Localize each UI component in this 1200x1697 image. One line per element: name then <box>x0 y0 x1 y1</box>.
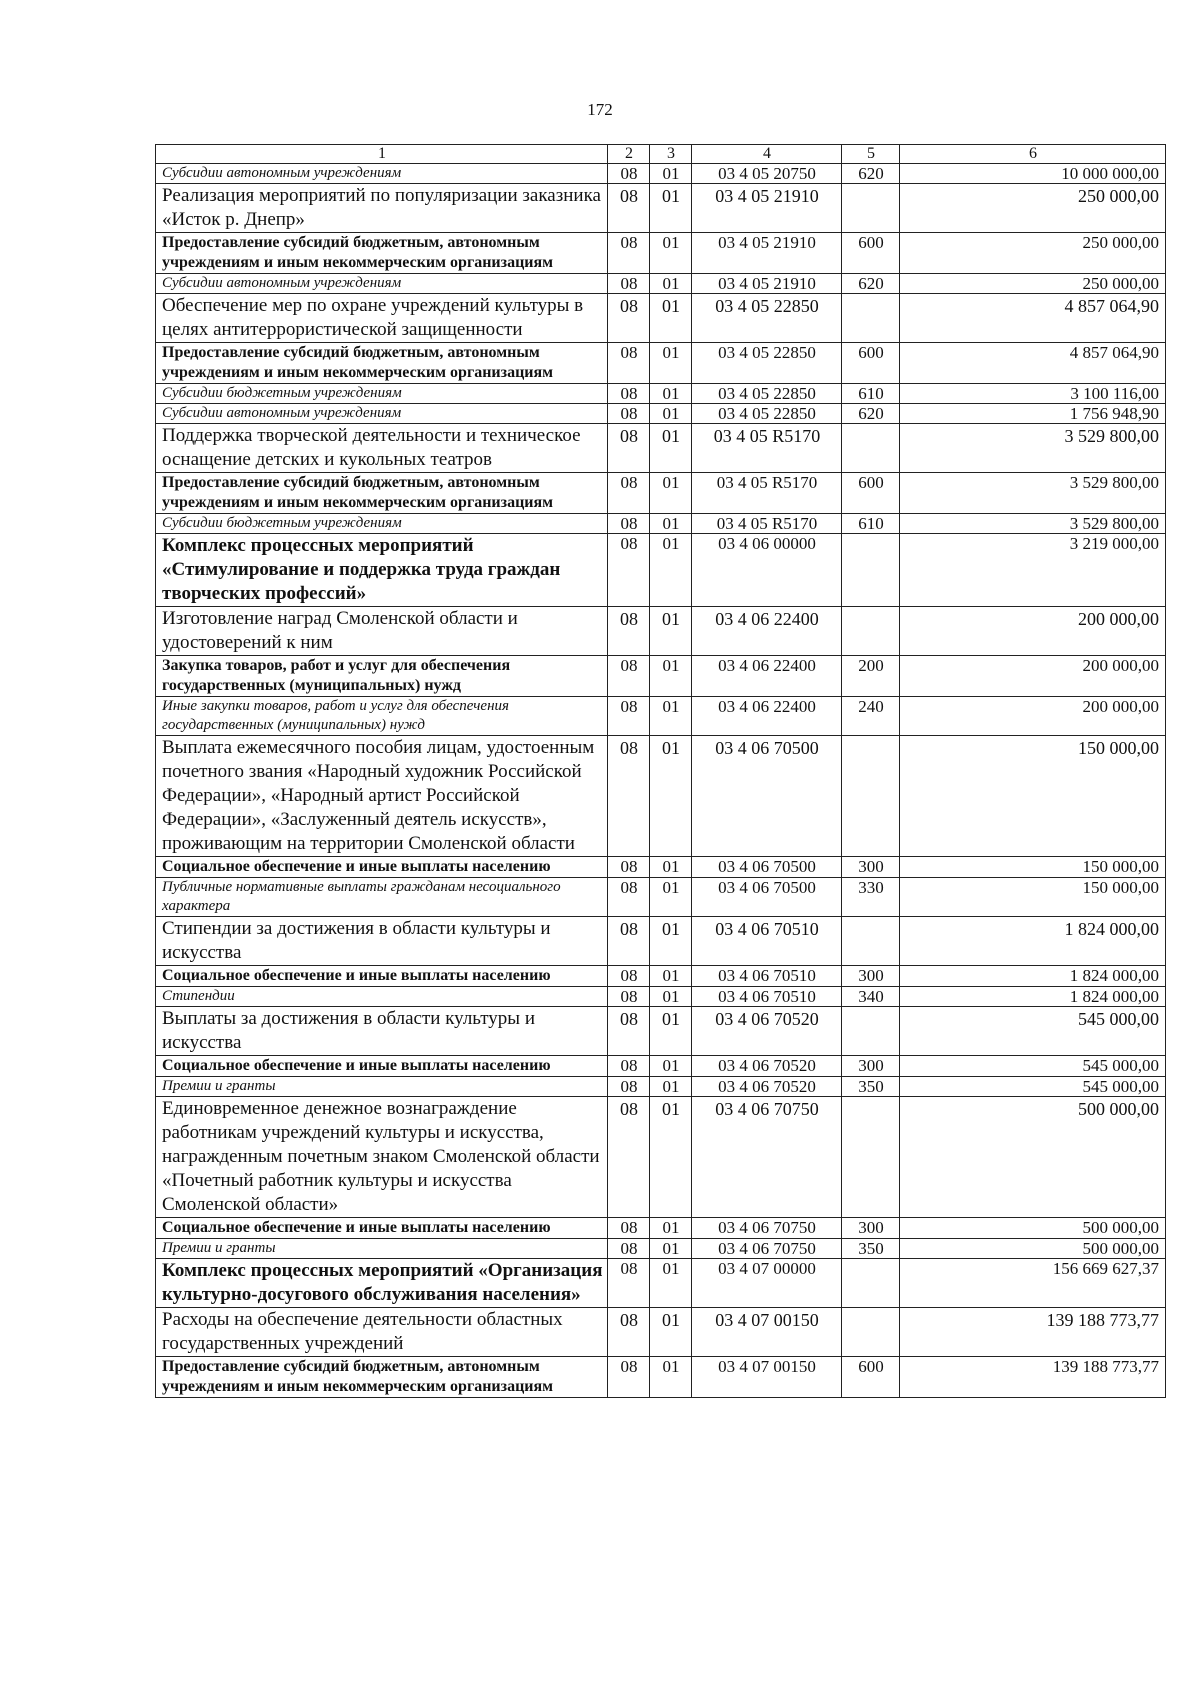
section-code-cell: 08 <box>608 1097 650 1218</box>
expense-type-code-cell: 620 <box>842 164 900 184</box>
subsection-code-cell: 01 <box>650 878 692 917</box>
target-article-code-cell: 03 4 05 22850 <box>692 343 842 384</box>
section-code-cell: 08 <box>608 233 650 274</box>
item-name-cell: Социальное обеспечение и иные выплаты населению <box>156 1218 608 1239</box>
item-name-cell: Субсидии автономным учреждениям <box>156 274 608 294</box>
target-article-code-cell: 03 4 06 70510 <box>692 987 842 1007</box>
target-article-code-cell: 03 4 06 70520 <box>692 1077 842 1097</box>
target-article-code-cell: 03 4 06 70520 <box>692 1056 842 1077</box>
section-code-cell: 08 <box>608 917 650 966</box>
section-code-cell: 08 <box>608 1056 650 1077</box>
section-code-cell: 08 <box>608 607 650 656</box>
target-article-code-cell: 03 4 05 R5170 <box>692 473 842 514</box>
target-article-code-cell: 03 4 05 22850 <box>692 294 842 343</box>
subsection-code-cell: 01 <box>650 534 692 607</box>
section-code-cell: 08 <box>608 1239 650 1259</box>
item-name-cell: Предоставление субсидий бюджетным, автономным учреждениям и иным некоммерческим организациям <box>156 343 608 384</box>
target-article-code-cell: 03 4 06 22400 <box>692 656 842 697</box>
budget-table <box>155 144 1166 1398</box>
expense-type-code-cell: 200 <box>842 656 900 697</box>
item-name-cell: Поддержка творческой деятельности и техническое оснащение детских и кукольных театров <box>156 424 608 473</box>
amount-cell: 3 529 800,00 <box>900 473 1166 514</box>
table-row <box>156 534 1166 607</box>
amount-cell: 1 824 000,00 <box>900 966 1166 987</box>
table-row <box>156 164 1166 184</box>
amount-cell: 200 000,00 <box>900 607 1166 656</box>
subsection-code-cell: 01 <box>650 384 692 404</box>
section-code-cell: 08 <box>608 1357 650 1398</box>
expense-type-code-cell: 340 <box>842 987 900 1007</box>
table-header-row <box>156 145 1166 164</box>
target-article-code-cell: 03 4 07 00150 <box>692 1357 842 1398</box>
amount-cell: 1 756 948,90 <box>900 404 1166 424</box>
section-code-cell: 08 <box>608 534 650 607</box>
table-body <box>156 145 1166 1398</box>
table-row <box>156 1007 1166 1056</box>
target-article-code-cell: 03 4 07 00150 <box>692 1308 842 1357</box>
amount-cell: 250 000,00 <box>900 233 1166 274</box>
section-code-cell: 08 <box>608 473 650 514</box>
amount-cell: 500 000,00 <box>900 1097 1166 1218</box>
section-code-cell: 08 <box>608 1077 650 1097</box>
item-name-cell: Предоставление субсидий бюджетным, автономным учреждениям и иным некоммерческим организациям <box>156 233 608 274</box>
table-row <box>156 1308 1166 1357</box>
amount-cell: 545 000,00 <box>900 1007 1166 1056</box>
subsection-code-cell: 01 <box>650 343 692 384</box>
expense-type-code-cell: 620 <box>842 404 900 424</box>
item-name-cell: Публичные нормативные выплаты гражданам несоциального характера <box>156 878 608 917</box>
target-article-code-cell: 03 4 06 70510 <box>692 966 842 987</box>
amount-cell: 150 000,00 <box>900 736 1166 857</box>
table-row <box>156 1056 1166 1077</box>
expense-type-code-cell <box>842 607 900 656</box>
subsection-code-cell: 01 <box>650 514 692 534</box>
item-name-cell: Предоставление субсидий бюджетным, автономным учреждениям и иным некоммерческим организациям <box>156 1357 608 1398</box>
item-name-cell: Комплекс процессных мероприятий «Стимулирование и поддержка труда граждан творческих профессий» <box>156 534 608 607</box>
item-name-cell: Расходы на обеспечение деятельности областных государственных учреждений <box>156 1308 608 1357</box>
target-article-code-cell: 03 4 06 70500 <box>692 878 842 917</box>
table-row <box>156 656 1166 697</box>
amount-cell: 500 000,00 <box>900 1239 1166 1259</box>
target-article-code-cell: 03 4 06 70500 <box>692 857 842 878</box>
subsection-code-cell: 01 <box>650 1259 692 1308</box>
target-article-code-cell: 03 4 06 22400 <box>692 697 842 736</box>
target-article-code-cell: 03 4 05 21910 <box>692 184 842 233</box>
target-article-code-cell: 03 4 05 22850 <box>692 384 842 404</box>
target-article-code-cell: 03 4 07 00000 <box>692 1259 842 1308</box>
expense-type-code-cell <box>842 1259 900 1308</box>
expense-type-code-cell: 610 <box>842 384 900 404</box>
expense-type-code-cell: 600 <box>842 343 900 384</box>
section-code-cell: 08 <box>608 1308 650 1357</box>
expense-type-code-cell: 330 <box>842 878 900 917</box>
item-name-cell: Субсидии автономным учреждениям <box>156 404 608 424</box>
amount-cell: 156 669 627,37 <box>900 1259 1166 1308</box>
subsection-code-cell: 01 <box>650 1308 692 1357</box>
target-article-code-cell: 03 4 06 70750 <box>692 1097 842 1218</box>
table-row <box>156 987 1166 1007</box>
item-name-cell: Выплата ежемесячного пособия лицам, удостоенным почетного звания «Народный художник Российской Федерации», «Народный артист Российской Федерации», «Заслуженный деятель искусств», проживающим на территории Смоленской области <box>156 736 608 857</box>
subsection-code-cell: 01 <box>650 917 692 966</box>
expense-type-code-cell: 600 <box>842 1357 900 1398</box>
subsection-code-cell: 01 <box>650 1218 692 1239</box>
section-code-cell: 08 <box>608 656 650 697</box>
expense-type-code-cell: 300 <box>842 1218 900 1239</box>
section-code-cell: 08 <box>608 514 650 534</box>
subsection-code-cell: 01 <box>650 1357 692 1398</box>
table-row <box>156 424 1166 473</box>
table-row <box>156 404 1166 424</box>
item-name-cell: Премии и гранты <box>156 1239 608 1259</box>
expense-type-code-cell: 300 <box>842 1056 900 1077</box>
item-name-cell: Предоставление субсидий бюджетным, автономным учреждениям и иным некоммерческим организациям <box>156 473 608 514</box>
item-name-cell: Субсидии бюджетным учреждениям <box>156 514 608 534</box>
target-article-code-cell: 03 4 05 21910 <box>692 274 842 294</box>
item-name-cell: Социальное обеспечение и иные выплаты населению <box>156 1056 608 1077</box>
subsection-code-cell: 01 <box>650 424 692 473</box>
item-name-cell: Закупка товаров, работ и услуг для обеспечения государственных (муниципальных) нужд <box>156 656 608 697</box>
subsection-code-cell: 01 <box>650 987 692 1007</box>
target-article-code-cell: 03 4 05 20750 <box>692 164 842 184</box>
item-name-cell: Социальное обеспечение и иные выплаты населению <box>156 857 608 878</box>
expense-type-code-cell: 620 <box>842 274 900 294</box>
amount-cell: 200 000,00 <box>900 697 1166 736</box>
amount-cell: 139 188 773,77 <box>900 1357 1166 1398</box>
item-name-cell: Стипендии за достижения в области культуры и искусства <box>156 917 608 966</box>
section-code-cell: 08 <box>608 294 650 343</box>
table-row <box>156 384 1166 404</box>
item-name-cell: Премии и гранты <box>156 1077 608 1097</box>
item-name-cell: Единовременное денежное вознаграждение работникам учреждений культуры и искусства, награжденным почетным знаком Смоленской области «Почетный работник культуры и искусства Смоленской области» <box>156 1097 608 1218</box>
table-row <box>156 697 1166 736</box>
section-code-cell: 08 <box>608 736 650 857</box>
amount-cell: 200 000,00 <box>900 656 1166 697</box>
subsection-code-cell: 01 <box>650 1077 692 1097</box>
amount-cell: 3 100 116,00 <box>900 384 1166 404</box>
table-row <box>156 294 1166 343</box>
target-article-code-cell: 03 4 06 00000 <box>692 534 842 607</box>
expense-type-code-cell <box>842 534 900 607</box>
section-code-cell: 08 <box>608 878 650 917</box>
item-name-cell: Комплекс процессных мероприятий «Организация культурно-досугового обслуживания населения» <box>156 1259 608 1308</box>
item-name-cell: Социальное обеспечение и иные выплаты населению <box>156 966 608 987</box>
expense-type-code-cell <box>842 1097 900 1218</box>
target-article-code-cell: 03 4 05 22850 <box>692 404 842 424</box>
expense-type-code-cell <box>842 424 900 473</box>
subsection-code-cell: 01 <box>650 1007 692 1056</box>
item-name-cell: Субсидии бюджетным учреждениям <box>156 384 608 404</box>
table-row <box>156 736 1166 857</box>
header-cell: 6 <box>900 145 1166 164</box>
header-cell: 3 <box>650 145 692 164</box>
subsection-code-cell: 01 <box>650 656 692 697</box>
section-code-cell: 08 <box>608 987 650 1007</box>
subsection-code-cell: 01 <box>650 184 692 233</box>
table-row <box>156 514 1166 534</box>
section-code-cell: 08 <box>608 1218 650 1239</box>
table-row <box>156 917 1166 966</box>
target-article-code-cell: 03 4 05 21910 <box>692 233 842 274</box>
header-cell: 5 <box>842 145 900 164</box>
target-article-code-cell: 03 4 06 22400 <box>692 607 842 656</box>
subsection-code-cell: 01 <box>650 1239 692 1259</box>
expense-type-code-cell: 300 <box>842 966 900 987</box>
amount-cell: 3 529 800,00 <box>900 514 1166 534</box>
expense-type-code-cell: 240 <box>842 697 900 736</box>
table-row <box>156 274 1166 294</box>
expense-type-code-cell <box>842 736 900 857</box>
amount-cell: 4 857 064,90 <box>900 294 1166 343</box>
target-article-code-cell: 03 4 06 70520 <box>692 1007 842 1056</box>
subsection-code-cell: 01 <box>650 233 692 274</box>
expense-type-code-cell: 300 <box>842 857 900 878</box>
target-article-code-cell: 03 4 06 70750 <box>692 1218 842 1239</box>
subsection-code-cell: 01 <box>650 404 692 424</box>
expense-type-code-cell <box>842 1007 900 1056</box>
section-code-cell: 08 <box>608 697 650 736</box>
table-row <box>156 233 1166 274</box>
table-row <box>156 966 1166 987</box>
amount-cell: 139 188 773,77 <box>900 1308 1166 1357</box>
section-code-cell: 08 <box>608 1007 650 1056</box>
target-article-code-cell: 03 4 05 R5170 <box>692 424 842 473</box>
item-name-cell: Изготовление наград Смоленской области и удостоверений к ним <box>156 607 608 656</box>
expense-type-code-cell: 600 <box>842 233 900 274</box>
amount-cell: 4 857 064,90 <box>900 343 1166 384</box>
section-code-cell: 08 <box>608 404 650 424</box>
page-number: 172 <box>587 100 613 119</box>
amount-cell: 150 000,00 <box>900 857 1166 878</box>
section-code-cell: 08 <box>608 424 650 473</box>
table-row <box>156 1218 1166 1239</box>
header-cell: 1 <box>156 145 608 164</box>
expense-type-code-cell: 350 <box>842 1239 900 1259</box>
target-article-code-cell: 03 4 06 70750 <box>692 1239 842 1259</box>
item-name-cell: Обеспечение мер по охране учреждений культуры в целях антитеррористической защищенности <box>156 294 608 343</box>
section-code-cell: 08 <box>608 274 650 294</box>
expense-type-code-cell <box>842 294 900 343</box>
item-name-cell: Реализация мероприятий по популяризации заказника «Исток р. Днепр» <box>156 184 608 233</box>
amount-cell: 150 000,00 <box>900 878 1166 917</box>
amount-cell: 545 000,00 <box>900 1077 1166 1097</box>
item-name-cell: Субсидии автономным учреждениям <box>156 164 608 184</box>
table-row <box>156 343 1166 384</box>
subsection-code-cell: 01 <box>650 857 692 878</box>
section-code-cell: 08 <box>608 384 650 404</box>
amount-cell: 1 824 000,00 <box>900 917 1166 966</box>
amount-cell: 1 824 000,00 <box>900 987 1166 1007</box>
item-name-cell: Стипендии <box>156 987 608 1007</box>
subsection-code-cell: 01 <box>650 473 692 514</box>
subsection-code-cell: 01 <box>650 164 692 184</box>
expense-type-code-cell: 350 <box>842 1077 900 1097</box>
table-row <box>156 1077 1166 1097</box>
expense-type-code-cell <box>842 184 900 233</box>
table-row <box>156 1357 1166 1398</box>
amount-cell: 545 000,00 <box>900 1056 1166 1077</box>
table-row <box>156 1259 1166 1308</box>
table-row <box>156 184 1166 233</box>
subsection-code-cell: 01 <box>650 966 692 987</box>
table-row <box>156 878 1166 917</box>
table-row <box>156 473 1166 514</box>
expense-type-code-cell: 600 <box>842 473 900 514</box>
section-code-cell: 08 <box>608 1259 650 1308</box>
item-name-cell: Иные закупки товаров, работ и услуг для обеспечения государственных (муниципальных) нужд <box>156 697 608 736</box>
subsection-code-cell: 01 <box>650 1056 692 1077</box>
amount-cell: 3 219 000,00 <box>900 534 1166 607</box>
amount-cell: 500 000,00 <box>900 1218 1166 1239</box>
expense-type-code-cell <box>842 1308 900 1357</box>
section-code-cell: 08 <box>608 164 650 184</box>
table-row <box>156 857 1166 878</box>
header-cell: 2 <box>608 145 650 164</box>
subsection-code-cell: 01 <box>650 736 692 857</box>
amount-cell: 250 000,00 <box>900 184 1166 233</box>
expense-type-code-cell <box>842 917 900 966</box>
section-code-cell: 08 <box>608 966 650 987</box>
target-article-code-cell: 03 4 05 R5170 <box>692 514 842 534</box>
target-article-code-cell: 03 4 06 70500 <box>692 736 842 857</box>
subsection-code-cell: 01 <box>650 294 692 343</box>
table-row <box>156 607 1166 656</box>
subsection-code-cell: 01 <box>650 697 692 736</box>
section-code-cell: 08 <box>608 184 650 233</box>
table-row <box>156 1097 1166 1218</box>
target-article-code-cell: 03 4 06 70510 <box>692 917 842 966</box>
header-cell: 4 <box>692 145 842 164</box>
section-code-cell: 08 <box>608 857 650 878</box>
amount-cell: 10 000 000,00 <box>900 164 1166 184</box>
subsection-code-cell: 01 <box>650 607 692 656</box>
section-code-cell: 08 <box>608 343 650 384</box>
expense-type-code-cell: 610 <box>842 514 900 534</box>
subsection-code-cell: 01 <box>650 1097 692 1218</box>
amount-cell: 3 529 800,00 <box>900 424 1166 473</box>
item-name-cell: Выплаты за достижения в области культуры и искусства <box>156 1007 608 1056</box>
amount-cell: 250 000,00 <box>900 274 1166 294</box>
table-row <box>156 1239 1166 1259</box>
subsection-code-cell: 01 <box>650 274 692 294</box>
